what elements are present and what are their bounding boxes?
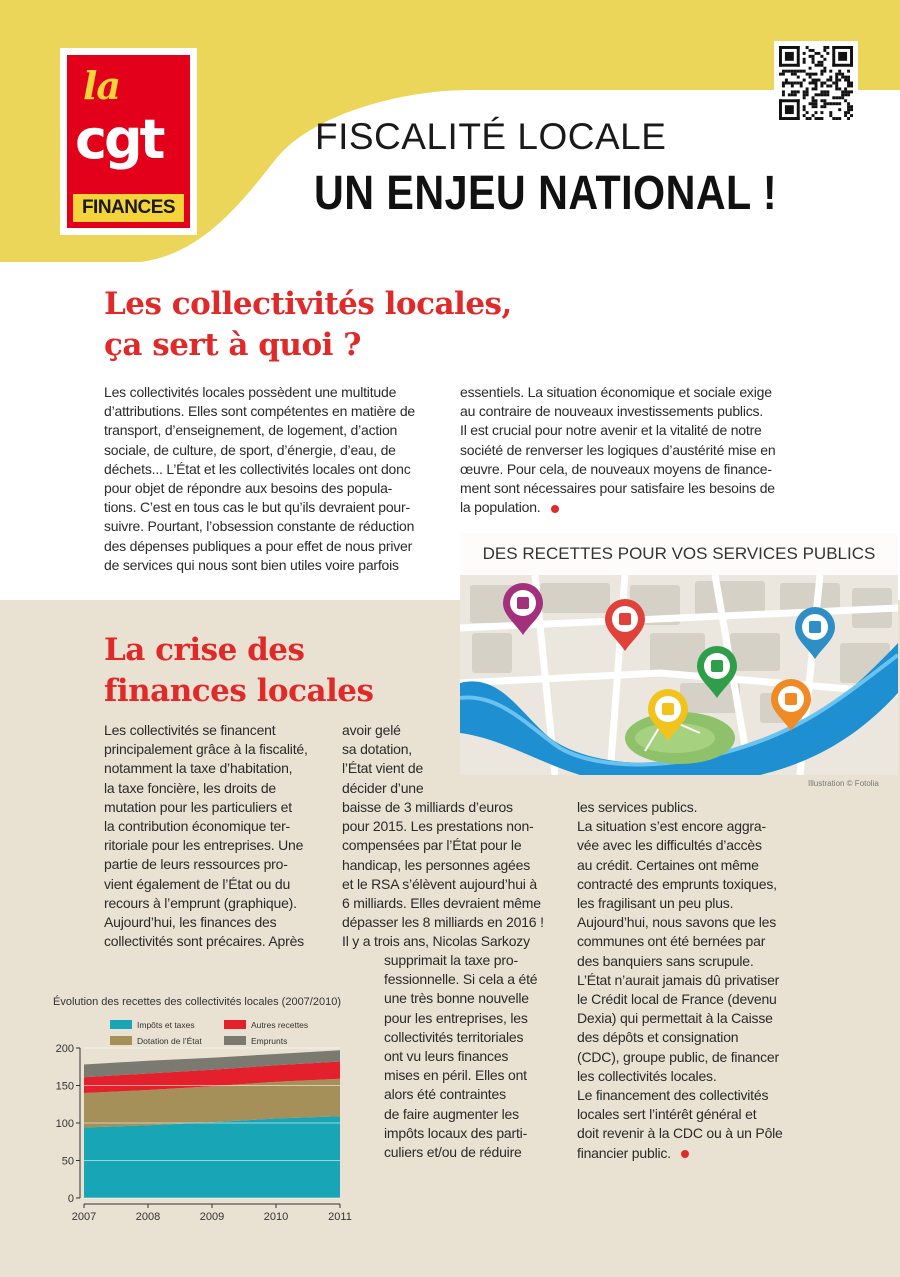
text-line: L’État n’aurait jamais dû privatiser <box>577 971 780 988</box>
text-line: locales sert l’intérêt général et <box>577 1106 757 1123</box>
title-line-1: FISCALITÉ LOCALE <box>315 116 667 157</box>
title-line-2: UN ENJEU NATIONAL ! <box>314 167 778 220</box>
text-line: mises en péril. Elles ont <box>384 1067 527 1084</box>
text-line: société de renverser les logiques d’austérité mise en <box>460 441 776 458</box>
text-line: Il y a trois ans, Nicolas Sarkozy <box>342 933 530 950</box>
text-line: principalement grâce à la fiscalité, <box>104 741 308 758</box>
text-line: pour les entreprises, les <box>384 1009 528 1026</box>
text-line: contracté des emprunts toxiques, <box>577 875 777 892</box>
end-marker-dot <box>551 505 559 513</box>
text-line: Les collectivités se financent <box>104 722 276 738</box>
text-line: au contraire de nouveaux investissements publics. <box>460 403 764 420</box>
cgt-finances-logo <box>60 48 197 235</box>
section2-heading <box>104 630 374 712</box>
legend-label: Dotation de l’État <box>137 1036 202 1046</box>
text-line: collectivités sont précaires. Après <box>104 933 304 950</box>
section1-heading <box>104 284 512 366</box>
x-tick-label: 2008 <box>135 1211 161 1223</box>
section2-heading-line: finances locales <box>104 673 374 709</box>
text-line: transport, d’enseignement, de logement, d’action <box>104 422 398 439</box>
text-line: des banquiers sans scrupule. <box>577 952 754 969</box>
text-line: décider d’une <box>342 779 424 796</box>
text-line: le Crédit local de France (devenu <box>577 991 777 1008</box>
text-line: Dexia) qui permettait à la Caisse <box>577 1010 773 1027</box>
section1-heading-line: Les collectivités locales, <box>104 286 512 322</box>
legend-label: Emprunts <box>251 1036 288 1046</box>
x-tick-label: 2011 <box>328 1211 352 1223</box>
text-line: pour 2015. Les prestations non- <box>342 818 534 835</box>
text-line: ment sont nécessaires pour satisfaire les besoins de <box>460 480 775 497</box>
section2-column-1 <box>104 721 308 951</box>
text-line: mutation pour les particuliers et <box>104 798 292 815</box>
text-line: avoir gelé <box>342 722 401 738</box>
text-line: sa dotation, <box>342 741 412 758</box>
illustration-credit: Illustration © Fotolia <box>808 779 879 788</box>
text-line: les services publics. <box>577 799 698 815</box>
text-line: La situation s’est encore aggra- <box>577 818 766 835</box>
text-line: dépasser les 8 milliards en 2016 ! <box>342 914 544 931</box>
x-tick-label: 2009 <box>199 1211 225 1223</box>
text-line: d’attributions. Elles sont compétentes en matière de <box>104 403 415 420</box>
section1-column-1 <box>104 383 415 575</box>
text-line: tions. C’est en tous cas le but qu’ils devraient pour- <box>104 499 410 516</box>
area-series <box>84 1116 340 1198</box>
section2-column-2-middle <box>342 798 544 952</box>
text-line: les fragilisant un peu plus. <box>577 895 734 912</box>
text-line: des dépenses publiques a pour effet de nous priver <box>104 537 413 554</box>
y-tick-label: 200 <box>55 1043 74 1055</box>
text-line: œuvre. Pour cela, de nouveaux moyens de finance- <box>460 460 772 477</box>
text-line: la taxe foncière, les droits de <box>104 779 277 796</box>
legend-swatch <box>224 1036 246 1045</box>
text-line: ritoriale pour les entreprises. Une <box>104 837 304 854</box>
section2-column-2-bottom <box>384 951 537 1162</box>
text-line: Aujourd’hui, les finances des <box>104 914 277 931</box>
text-line: Il est crucial pour notre avenir et la vitalité de notre <box>460 422 762 439</box>
text-line: handicap, les personnes agées <box>342 856 531 873</box>
y-tick-label: 100 <box>55 1118 74 1130</box>
text-line: 6 milliards. Elles devraient même <box>342 895 541 912</box>
text-line: partie de leurs ressources pro- <box>104 856 288 873</box>
text-line: sociale, de culture, de sport, d’énergie, d’eau, de <box>104 441 396 458</box>
text-line: compensées par l’État pour le <box>342 837 522 854</box>
text-line: de faire augmenter les <box>384 1105 519 1122</box>
text-line: des dépôts et consignation <box>577 1029 739 1046</box>
section2-heading-line: La crise des <box>104 632 305 668</box>
text-line: collectivités territoriales <box>384 1028 524 1045</box>
text-line: les collectivités locales. <box>577 1067 717 1084</box>
text-line: pour objet de répondre aux besoins des popula- <box>104 480 393 497</box>
text-line: vient également de l’État ou du <box>104 875 291 892</box>
text-line: alors été contraintes <box>384 1086 506 1103</box>
text-line: doit revenir à la CDC ou à un Pôle <box>577 1125 783 1142</box>
x-tick-label: 2010 <box>263 1211 289 1223</box>
legend-label: Impôts et taxes <box>137 1020 195 1030</box>
text-line: au crédit. Certaines ont même <box>577 856 759 873</box>
text-line: (CDC), groupe public, de financer <box>577 1048 779 1065</box>
text-line: Le financement des collectivités <box>577 1087 769 1104</box>
text-line: culiers et/ou de réduire <box>384 1144 522 1161</box>
logo-la-text: la <box>83 63 121 108</box>
text-line: notamment la taxe d’habitation, <box>104 760 293 777</box>
chart-title: Évolution des recettes des collectivités locales (2007/2010) <box>53 996 341 1008</box>
section2-column-3 <box>577 798 783 1163</box>
legend-label: Autres recettes <box>251 1020 309 1030</box>
section1-heading-line: ça sert à quoi ? <box>104 327 361 363</box>
text-line: de services qui nous sont bien utiles voire parfois <box>104 556 399 573</box>
y-tick-label: 0 <box>67 1193 74 1205</box>
text-line: financier public. <box>577 1144 783 1163</box>
text-line: Aujourd’hui, nous savons que les <box>577 914 777 931</box>
section2-column-2-top <box>342 721 423 798</box>
text-line: la contribution économique ter- <box>104 818 291 835</box>
legend-swatch <box>110 1020 132 1029</box>
qr-code-icon[interactable] <box>774 41 858 125</box>
section1-column-2 <box>460 383 775 517</box>
text-line: une très bonne nouvelle <box>384 990 529 1007</box>
text-line: supprimait la taxe pro- <box>384 952 518 968</box>
text-line: essentiels. La situation économique et sociale exige <box>460 384 772 400</box>
text-line: la population. <box>460 498 775 517</box>
text-line: communes ont été bernées par <box>577 933 766 950</box>
text-line: ont vu leurs finances <box>384 1048 509 1065</box>
legend-swatch <box>110 1036 132 1045</box>
x-tick-label: 2007 <box>71 1211 97 1223</box>
illustration-title: DES RECETTES POUR VOS SERVICES PUBLICS <box>460 533 898 575</box>
text-line: Les collectivités locales possèdent une multitude <box>104 384 397 400</box>
text-line: suivre. Pourtant, l’obsession constante de réduction <box>104 518 415 535</box>
legend-swatch <box>224 1020 246 1029</box>
text-line: impôts locaux des parti- <box>384 1124 528 1141</box>
text-line: déchets... L’État et les collectivités locales ont donc <box>104 460 411 477</box>
revenue-area-chart <box>52 1012 352 1227</box>
city-map-illustration <box>460 533 898 775</box>
logo-cgt-text: cgt <box>75 108 163 171</box>
y-tick-label: 150 <box>55 1080 74 1093</box>
text-line: vée avec les difficultés d’accès <box>577 837 762 854</box>
text-line: recours à l’emprunt (graphique). <box>104 894 297 911</box>
logo-finances-text: FINANCES <box>73 194 184 222</box>
text-line: et le RSA s’élèvent aujourd’hui à <box>342 875 537 892</box>
text-line: l’État vient de <box>342 760 424 777</box>
end-marker-dot <box>681 1150 689 1158</box>
y-tick-label: 50 <box>61 1155 74 1168</box>
text-line: baisse de 3 milliards d’euros <box>342 799 513 815</box>
text-line: fessionnelle. Si cela a été <box>384 971 538 988</box>
